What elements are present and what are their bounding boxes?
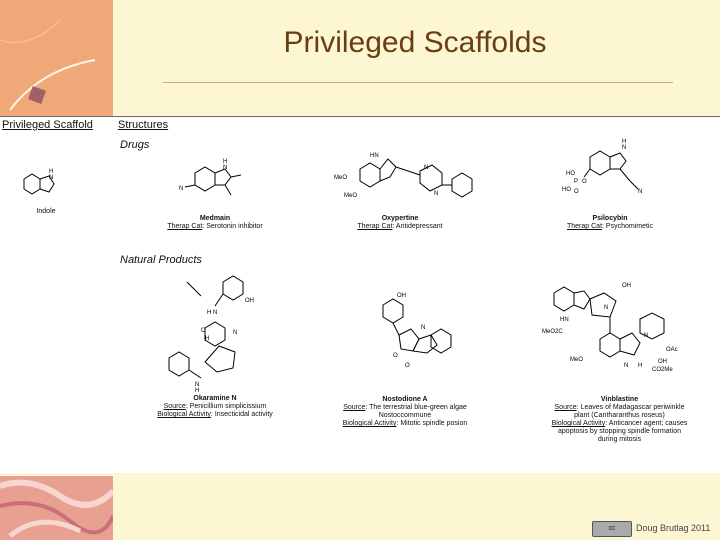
svg-text:H: H	[638, 363, 643, 369]
medmain-caption: Medmain Therap Cat: Serotonin inhibitor	[167, 215, 263, 230]
svg-text:MeO: MeO	[334, 175, 348, 181]
section-natural-products-label: Natural Products	[120, 254, 202, 266]
vinblastine-activity-3: during mitosis	[597, 436, 642, 443]
svg-text:N: N	[233, 330, 238, 336]
medmain-name: Medmain	[199, 215, 231, 222]
svg-text:P: P	[574, 179, 579, 185]
medmain-field: Therap Cat	[167, 223, 203, 230]
okaramine-caption: Okaramine N Source: Penicillium simplicissium Biological Activity: Insecticidal activity	[157, 395, 273, 418]
nostodione-structure	[365, 295, 455, 385]
decorative-pattern	[0, 476, 113, 540]
psilocybin-structure	[560, 131, 660, 211]
svg-text:N: N	[421, 325, 426, 331]
svg-text:N: N	[179, 186, 184, 192]
vinblastine-activity-2: apoptosis by stopping spindle formation	[558, 428, 681, 435]
svg-text:N: N	[638, 189, 643, 195]
nostodione-activity-field: Biological Activity	[342, 420, 397, 427]
medmain-value: Serotonin inhibitor	[206, 223, 263, 230]
nostodione-source-1: The terrestrial blue-green algae	[369, 404, 467, 411]
column-header-structures: Structures	[118, 119, 169, 131]
vinblastine-activity-field: Biological Activity	[551, 420, 606, 427]
indole-label: Indole	[36, 208, 56, 215]
svg-text:OH: OH	[622, 283, 631, 289]
svg-text:HO: HO	[562, 187, 571, 193]
nostodione-source-2: Nostoccommune	[378, 412, 432, 419]
vinblastine-source-2: plant (Cantharanthus roseus)	[574, 412, 665, 419]
svg-text:N: N	[434, 191, 439, 197]
psilocybin-field: Therap Cat	[567, 223, 603, 230]
oxypertine-value: Antidepressant	[395, 223, 443, 230]
svg-text:O: O	[405, 363, 410, 369]
svg-text:MeO2C: MeO2C	[542, 329, 563, 335]
psilocybin-caption: Psilocybin Therap Cat: Psychomimetic	[567, 215, 653, 230]
svg-text:H: H	[223, 159, 228, 165]
okaramine-source-field: Source	[163, 403, 186, 410]
svg-text:HN: HN	[370, 153, 379, 159]
svg-text:N: N	[195, 382, 200, 388]
medmain-structure	[175, 157, 255, 205]
vinblastine-source-field: Source	[554, 404, 577, 411]
psilocybin-name: Psilocybin	[592, 215, 628, 222]
oxypertine-field: Therap Cat	[357, 223, 393, 230]
svg-text:O: O	[582, 179, 587, 185]
svg-text:H: H	[49, 169, 54, 175]
svg-text:OH: OH	[658, 359, 667, 365]
nostodione-source-field: Source	[343, 404, 366, 411]
column-header-scaffold: Privileged Scaffold	[2, 119, 93, 131]
vinblastine-activity-1: Anticancer agent; causes	[608, 420, 688, 427]
svg-text:N: N	[424, 165, 429, 171]
svg-text:N: N	[604, 305, 609, 311]
svg-text:N: N	[644, 333, 649, 339]
license-badge: cc	[592, 521, 632, 537]
okaramine-structure	[165, 272, 285, 392]
oxypertine-caption: Oxypertine Therap Cat: Antidepressant	[357, 215, 443, 230]
svg-text:N: N	[49, 175, 54, 181]
nostodione-caption: Nostodione A Source: The terrestrial blue-green algae Nostoccommune Biological Activity: Mitotic spindle posion	[342, 396, 468, 427]
svg-text:OAc: OAc	[666, 347, 678, 353]
vinblastine-caption: Vinblastine Source: Leaves of Madagascar periwinkle plant (Cantharanthus roseus) Biological Activity: Anticancer agent; causes apoptosis by stopping spindle formation during mitosis	[551, 396, 688, 443]
svg-text:N: N	[213, 310, 218, 316]
slide-title: Privileged Scaffolds	[283, 26, 547, 59]
svg-text:H: H	[622, 139, 627, 145]
okaramine-activity: Insecticidal activity	[214, 411, 273, 418]
title-divider	[163, 82, 673, 83]
svg-text:H: H	[205, 336, 210, 342]
okaramine-activity-field: Biological Activity	[157, 411, 211, 418]
nostodione-activity: Mitotic spindle posion	[400, 420, 468, 427]
svg-text:N: N	[624, 363, 629, 369]
svg-text:O: O	[393, 353, 398, 359]
nostodione-name: Nostodione A	[382, 396, 428, 403]
svg-text:H: H	[195, 388, 200, 394]
svg-text:N: N	[622, 145, 627, 151]
svg-text:OH: OH	[245, 298, 254, 304]
svg-text:HO: HO	[566, 171, 575, 177]
svg-text:O: O	[574, 189, 579, 195]
section-drugs-label: Drugs	[120, 139, 150, 151]
decorative-band-bottom	[0, 476, 113, 540]
vinblastine-structure	[540, 279, 690, 387]
structures-panel	[0, 116, 720, 473]
psilocybin-value: Psychomimetic	[605, 223, 653, 230]
svg-text:N: N	[223, 165, 228, 171]
svg-text:H: H	[207, 310, 212, 316]
vinblastine-source-1: Leaves of Madagascar periwinkle	[580, 404, 685, 411]
svg-text:OH: OH	[397, 293, 406, 299]
oxypertine-name: Oxypertine	[381, 215, 419, 222]
svg-text:CO2Me: CO2Me	[652, 367, 673, 373]
okaramine-source: Penicillium simplicissium	[189, 403, 267, 410]
svg-text:MeO: MeO	[344, 193, 358, 199]
oxypertine-structure	[330, 147, 480, 209]
author-credit: Doug Brutlag 2011	[636, 523, 711, 533]
svg-text:HN: HN	[560, 317, 569, 323]
okaramine-name: Okaramine N	[193, 395, 237, 402]
indole-structure	[22, 167, 70, 203]
svg-text:O: O	[201, 328, 206, 334]
svg-text:MeO: MeO	[570, 357, 584, 363]
vinblastine-name: Vinblastine	[600, 396, 639, 403]
